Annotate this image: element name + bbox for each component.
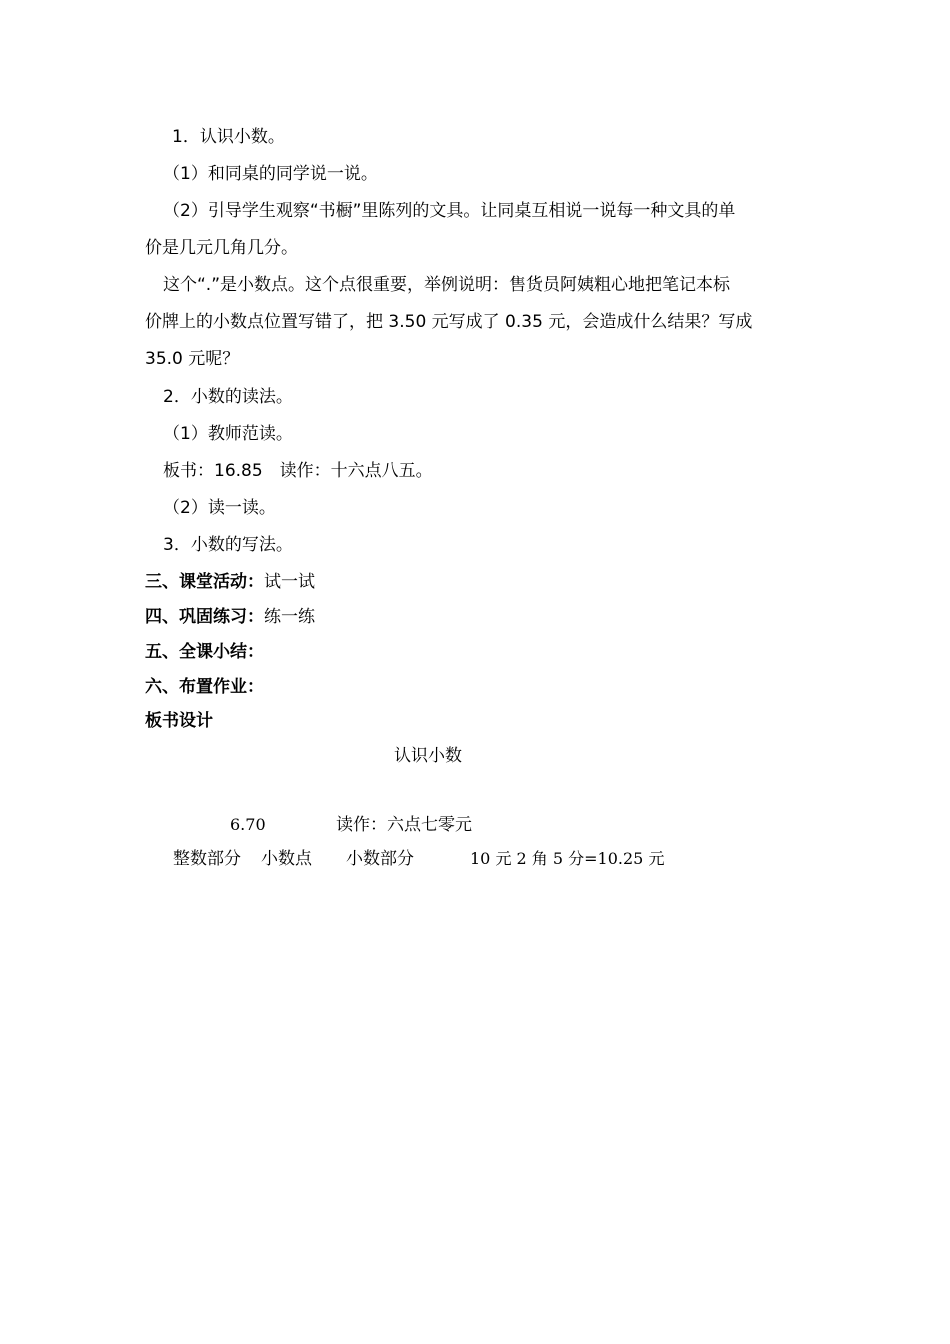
section-heading: 五、全课小结： bbox=[145, 642, 264, 662]
section-homework bbox=[145, 676, 264, 698]
section-text: 试一试 bbox=[264, 572, 315, 592]
item-2-2: （2）读一读。 bbox=[163, 498, 276, 518]
label-decimal-point: 小数点 bbox=[261, 849, 312, 869]
item-1-2-line2: 价是几元几角几分。 bbox=[145, 238, 298, 258]
board-design-heading: 板书设计 bbox=[145, 711, 213, 731]
item-1-1: （1）和同桌的同学说一说。 bbox=[163, 164, 378, 184]
board-title: 认识小数 bbox=[394, 746, 462, 766]
section-heading: 三、课堂活动： bbox=[145, 572, 264, 592]
item-1: 1．认识小数。 bbox=[172, 127, 285, 147]
paragraph-line2: 价牌上的小数点位置写错了，把 3.50 元写成了 0.35 元，会造成什么结果？写成 bbox=[145, 312, 753, 332]
item-1-2-line1: （2）引导学生观察“书橱”里陈列的文具。让同桌互相说一说每一种文具的单 bbox=[163, 201, 736, 221]
item-3: 3．小数的写法。 bbox=[163, 535, 293, 555]
board-reading-line: 板书：16.85 读作：十六点八五。 bbox=[163, 461, 433, 481]
money-conversion: 10 元 2 角 5 分=10.25 元 bbox=[470, 849, 665, 868]
board-number: 6.70 bbox=[230, 815, 266, 834]
paragraph-line1: 这个“.”是小数点。这个点很重要，举例说明：售货员阿姨粗心地把笔记本标 bbox=[163, 275, 731, 295]
label-decimal-part: 小数部分 bbox=[346, 849, 414, 869]
section-summary bbox=[145, 641, 264, 663]
paragraph-line3: 35.0 元呢？ bbox=[145, 349, 240, 369]
board-number-reading: 读作：六点七零元 bbox=[336, 815, 472, 835]
section-heading: 四、巩固练习： bbox=[145, 607, 264, 627]
item-2: 2．小数的读法。 bbox=[163, 387, 293, 407]
section-heading: 六、布置作业： bbox=[145, 677, 264, 697]
item-2-1: （1）教师范读。 bbox=[163, 424, 293, 444]
section-practice bbox=[145, 606, 315, 628]
section-activity bbox=[145, 571, 315, 593]
label-integer-part: 整数部分 bbox=[173, 849, 241, 869]
section-text: 练一练 bbox=[264, 607, 315, 627]
